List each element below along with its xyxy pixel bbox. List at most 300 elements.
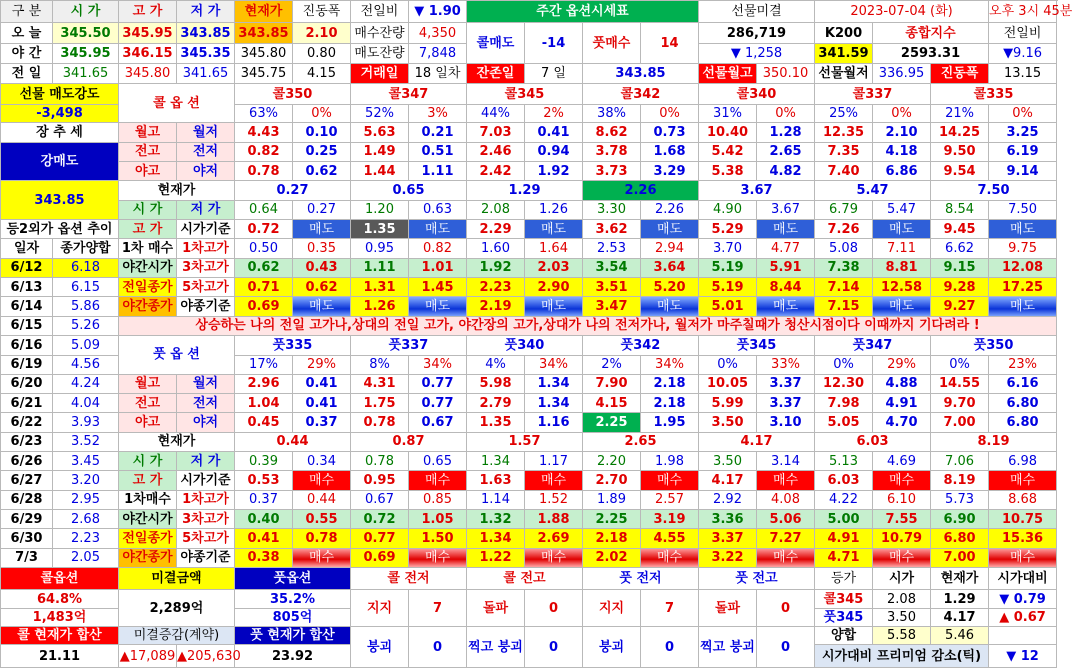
call-nclose-5: 7.15: [815, 297, 873, 316]
trend-date-6: 6/20: [1, 374, 53, 393]
trend-date-0: 6/12: [1, 258, 53, 277]
call-cur-1: 0.65: [351, 181, 467, 200]
b1-3: 1.89: [583, 490, 641, 509]
fut-mhigh: 350.10: [757, 64, 815, 84]
b1-3: 2.53: [583, 239, 641, 258]
put-nlow-3: 1.95: [641, 413, 699, 432]
nhigh-2: 2.42: [467, 161, 525, 180]
nopen-2: 1.92: [467, 258, 525, 277]
phigh-6: 9.70: [931, 393, 989, 412]
nb-label: 야종기준: [177, 297, 235, 316]
p-pclose-label: 전일종가: [119, 529, 177, 548]
mlow-4: 3.37: [757, 374, 815, 393]
call-pct-b-3: 0%: [641, 104, 699, 122]
k200: 341.59: [815, 43, 873, 63]
put-nclose-6: 7.00: [931, 548, 989, 567]
b1-0: 0.37: [235, 490, 293, 509]
open-6: 8.54: [931, 200, 989, 219]
eq-r2-cur: 4.17: [931, 608, 989, 626]
call-summary-label: 콜옵션: [1, 568, 119, 590]
call-nclose-0: 0.69: [235, 297, 293, 316]
block-b-label-3: 찍고 붕괴: [699, 627, 757, 668]
phigh-1: 1.75: [351, 393, 409, 412]
call-pct-b-1: 3%: [409, 104, 467, 122]
today-cur: 343.85: [235, 23, 293, 43]
prevday-composite: ▼9.16: [989, 43, 1057, 63]
phigh-1: 1.49: [351, 142, 409, 161]
strike-풋340: 풋340: [467, 335, 583, 355]
trend-val-15: 2.05: [53, 548, 119, 567]
pclose-4: 5.19: [699, 277, 757, 296]
call-high-6: 9.45: [931, 219, 989, 238]
trend-val-11: 3.20: [53, 471, 119, 490]
trend-val-9: 3.52: [53, 432, 119, 451]
t3b-0: 0.55: [293, 510, 351, 529]
mhigh-2: 7.03: [467, 123, 525, 142]
call-cur-3: 2.26: [583, 181, 699, 200]
call-nsig-5: 매도: [873, 297, 931, 316]
prev-low: 341.65: [177, 64, 235, 84]
oi-chg-b: ▲205,630: [177, 645, 235, 668]
eq-r3-name: 양합: [815, 627, 873, 645]
trend-val-13: 2.68: [53, 510, 119, 529]
trend-date-8: 6/22: [1, 413, 53, 432]
put-sig-3: 매수: [641, 471, 699, 490]
put-nclose-4: 3.22: [699, 548, 757, 567]
pclose-label: 전일종가: [119, 277, 177, 296]
night-range: 0.80: [293, 43, 351, 63]
nhigh-5: 7.40: [815, 161, 873, 180]
call-sig-1: 매도: [409, 219, 467, 238]
mlow-3: 0.73: [641, 123, 699, 142]
nclose-label: 야간종가: [119, 297, 177, 316]
put-sig-1: 매수: [409, 471, 467, 490]
t5-6: 15.36: [989, 529, 1057, 548]
nopen-6: 9.15: [931, 258, 989, 277]
nhigh-label: 야고: [119, 161, 177, 180]
mlow-0: 0.10: [293, 123, 351, 142]
low-0: 0.27: [293, 200, 351, 219]
eq-r1-cur: 1.29: [931, 590, 989, 608]
pclose-2: 1.34: [467, 529, 525, 548]
block-b-val-3: 0: [757, 627, 815, 668]
phigh-2: 2.79: [467, 393, 525, 412]
nlow-0: 0.62: [293, 161, 351, 180]
put-cur-6: 8.19: [931, 432, 1057, 451]
trend-date-2: 6/14: [1, 297, 53, 316]
mlow-label: 월저: [177, 123, 235, 142]
prev-high: 345.80: [119, 64, 177, 84]
put-nsig-3: 매수: [641, 548, 699, 567]
phigh-3: 3.78: [583, 142, 641, 161]
p-nopen-label: 야간시가: [119, 510, 177, 529]
low-5: 4.69: [873, 452, 931, 471]
phigh-0: 0.82: [235, 142, 293, 161]
block-head-2: 풋 전저: [583, 568, 699, 590]
put-pct-a-3: 2%: [583, 356, 641, 374]
t3b-6: 12.08: [989, 258, 1057, 277]
block-b-val-1: 0: [525, 627, 583, 668]
low-6: 7.50: [989, 200, 1057, 219]
t3b-3: 3.19: [641, 510, 699, 529]
open-1: 0.78: [351, 452, 409, 471]
call-high-0: 0.72: [235, 219, 293, 238]
low-6: 6.98: [989, 452, 1057, 471]
night-open: 345.95: [53, 43, 119, 63]
put-nclose-0: 0.38: [235, 548, 293, 567]
call-nsig-0: 매도: [293, 297, 351, 316]
trend-date-14: 6/30: [1, 529, 53, 548]
b1-label: 1차 매수: [119, 239, 177, 258]
oi-chg-a: ▲17,089: [119, 645, 177, 668]
mhigh-6: 14.25: [931, 123, 989, 142]
today-open: 345.50: [53, 23, 119, 43]
call-pct-a-4: 31%: [699, 104, 757, 122]
buy-remain: 4,350: [409, 23, 467, 43]
mhigh-4: 10.40: [699, 123, 757, 142]
open-3: 2.20: [583, 452, 641, 471]
put-nlow-6: 6.80: [989, 413, 1057, 432]
call-nclose-2: 2.19: [467, 297, 525, 316]
put-pct-b-1: 34%: [409, 356, 467, 374]
put-pct-a-1: 8%: [351, 356, 409, 374]
eq-r3-cur: 5.46: [931, 627, 989, 645]
put-high-3: 2.70: [583, 471, 641, 490]
t3b-2: 1.88: [525, 510, 583, 529]
trend-val-4: 5.09: [53, 335, 119, 355]
put-nlow-2: 1.16: [525, 413, 583, 432]
block-a-label-3: 돌파: [699, 590, 757, 627]
nopen-0: 0.62: [235, 258, 293, 277]
strategy-note: 상승하는 나의 전일 고가나,상대의 전일 고가, 야간장의 고가,상대가 나의 전저가나, 월저가 마주칠때가 청산시점이다 이때까지 기다려라 !: [119, 316, 1057, 335]
b1-4: 2.92: [699, 490, 757, 509]
put-nhigh-1: 0.78: [351, 413, 409, 432]
nopen-0: 0.40: [235, 510, 293, 529]
block-a-label-0: 지지: [351, 590, 409, 627]
open-5: 5.13: [815, 452, 873, 471]
low-4: 3.67: [757, 200, 815, 219]
put-sig-6: 매수: [989, 471, 1057, 490]
t3-3: 2.57: [641, 490, 699, 509]
put-nclose-1: 0.69: [351, 548, 409, 567]
phigh-0: 1.04: [235, 393, 293, 412]
b1-0: 0.50: [235, 239, 293, 258]
nopen-3: 3.54: [583, 258, 641, 277]
t3b-4: 5.06: [757, 510, 815, 529]
put-nclose-5: 4.71: [815, 548, 873, 567]
put-nhigh-5: 5.05: [815, 413, 873, 432]
k200-label: K200: [815, 23, 873, 43]
low-3: 1.98: [641, 452, 699, 471]
t5-5: 12.58: [873, 277, 931, 296]
trend-date-4: 6/16: [1, 335, 53, 355]
plow-5: 4.18: [873, 142, 931, 161]
low-0: 0.34: [293, 452, 351, 471]
call-title: 콜 옵 션: [119, 84, 235, 123]
fut-mlow: 336.95: [873, 64, 931, 84]
t3-1: 0.82: [409, 239, 467, 258]
p-mhigh-label: 월고: [119, 374, 177, 393]
t3-4: 4.08: [757, 490, 815, 509]
phigh-5: 7.98: [815, 393, 873, 412]
mhigh-5: 12.35: [815, 123, 873, 142]
pclose-6: 6.80: [931, 529, 989, 548]
strike-풋342: 풋342: [583, 335, 699, 355]
nlow-3: 3.29: [641, 161, 699, 180]
t3-5: 6.10: [873, 490, 931, 509]
put-pct-a-6: 0%: [931, 356, 989, 374]
eq-r2-name: 풋345: [815, 608, 873, 626]
call-sell: -14: [525, 23, 583, 64]
p-nclose-label: 야간종가: [119, 548, 177, 567]
block-a-val-0: 7: [409, 590, 467, 627]
nlow-4: 4.82: [757, 161, 815, 180]
call-sum-label: 콜 현재가 합산: [1, 627, 119, 645]
strike-풋350: 풋350: [931, 335, 1057, 355]
mhigh-4: 10.05: [699, 374, 757, 393]
plow-1: 0.77: [409, 393, 467, 412]
call-pct-b-2: 2%: [525, 104, 583, 122]
put-high-5: 6.03: [815, 471, 873, 490]
put-nhigh-2: 1.35: [467, 413, 525, 432]
put-pct-b-6: 23%: [989, 356, 1057, 374]
put-nlow-0: 0.37: [293, 413, 351, 432]
p-base-label: 시가기준: [177, 471, 235, 490]
eq-r1-name: 콜345: [815, 590, 873, 608]
open-0: 0.39: [235, 452, 293, 471]
close-label: 종가양합: [53, 239, 119, 258]
p-mlow-label: 월저: [177, 374, 235, 393]
range-label: 진동폭: [931, 64, 989, 84]
trend-date-10: 6/26: [1, 452, 53, 471]
trend-val-1: 6.15: [53, 277, 119, 296]
block-b-val-2: 0: [641, 627, 699, 668]
trend-val-7: 4.04: [53, 393, 119, 412]
mlow-1: 0.77: [409, 374, 467, 393]
cur-label: 현재가: [119, 181, 235, 200]
trend-val-10: 3.45: [53, 452, 119, 471]
high-label: 고 가: [119, 219, 177, 238]
price-big: 343.85: [583, 64, 699, 84]
eq-footer: 시가대비 프리미엄 감소(틱): [815, 645, 989, 668]
put-nlow-1: 0.67: [409, 413, 467, 432]
trend-val-14: 2.23: [53, 529, 119, 548]
put-title: 풋 옵 션: [119, 335, 235, 374]
mhigh-0: 2.96: [235, 374, 293, 393]
b1-5: 5.08: [815, 239, 873, 258]
sell-remain: 7,848: [409, 43, 467, 63]
page-title: 주간 옵션시세표: [467, 1, 699, 23]
call-high-5: 7.26: [815, 219, 873, 238]
eq-r3-open: 5.58: [873, 627, 931, 645]
call-pct-b-4: 0%: [757, 104, 815, 122]
b1-1: 0.95: [351, 239, 409, 258]
pclose-6: 9.28: [931, 277, 989, 296]
block-b-val-0: 0: [409, 627, 467, 668]
mlow-5: 2.10: [873, 123, 931, 142]
night-low: 345.35: [177, 43, 235, 63]
low-1: 0.65: [409, 452, 467, 471]
trend-date-11: 6/27: [1, 471, 53, 490]
t3b-5: 7.55: [873, 510, 931, 529]
call-pct-b-5: 0%: [873, 104, 931, 122]
mhigh-3: 8.62: [583, 123, 641, 142]
call-pct-a-3: 38%: [583, 104, 641, 122]
call-sig-2: 매도: [525, 219, 583, 238]
put-nsig-6: 매수: [989, 548, 1057, 567]
phigh-4: 5.99: [699, 393, 757, 412]
p-plow-label: 전저: [177, 393, 235, 412]
p-t3b-label: 3차고가: [177, 510, 235, 529]
low-label: 저 가: [177, 200, 235, 219]
call-sell-label: 콜매도: [467, 23, 525, 64]
put-nclose-3: 2.02: [583, 548, 641, 567]
call-cur-6: 7.50: [931, 181, 1057, 200]
put-nclose-2: 1.22: [467, 548, 525, 567]
strength: -3,498: [1, 104, 119, 122]
t5-1: 1.45: [409, 277, 467, 296]
b1-1: 0.67: [351, 490, 409, 509]
mhigh-0: 4.43: [235, 123, 293, 142]
call-nclose-4: 5.01: [699, 297, 757, 316]
mlow-2: 0.41: [525, 123, 583, 142]
t3b-3: 3.64: [641, 258, 699, 277]
put-nsig-5: 매수: [873, 548, 931, 567]
put-summary-label: 풋옵션: [235, 568, 351, 590]
t3b-4: 5.91: [757, 258, 815, 277]
t3-0: 0.35: [293, 239, 351, 258]
nhigh-0: 0.78: [235, 161, 293, 180]
fut-mhigh-label: 선물월고: [699, 64, 757, 84]
night-high: 346.15: [119, 43, 177, 63]
t5-label: 5차고가: [177, 277, 235, 296]
hdr-low: 저 가: [177, 1, 235, 23]
put-pct-b-0: 29%: [293, 356, 351, 374]
call-pct-a-1: 52%: [351, 104, 409, 122]
prev-open: 341.65: [53, 64, 119, 84]
composite: 2593.31: [873, 43, 989, 63]
p-cur-label: 현재가: [119, 432, 235, 451]
put-cur-1: 0.87: [351, 432, 467, 451]
mlow-3: 2.18: [641, 374, 699, 393]
nopen-1: 1.11: [351, 258, 409, 277]
eq-blank: [989, 627, 1057, 645]
futures-oi-label: 선물미결: [699, 1, 815, 23]
eq-footer-val: ▼ 12: [989, 645, 1057, 668]
t3-0: 0.44: [293, 490, 351, 509]
mhigh-1: 5.63: [351, 123, 409, 142]
row-prev-label: 전 일: [1, 64, 53, 84]
call-high-3: 3.62: [583, 219, 641, 238]
t5-1: 1.50: [409, 529, 467, 548]
p-t5-label: 5차고가: [177, 529, 235, 548]
put-nsig-1: 매수: [409, 548, 467, 567]
trend-val-3: 5.26: [53, 316, 119, 335]
range-val: 13.15: [989, 64, 1057, 84]
open-0: 0.64: [235, 200, 293, 219]
trend-date-15: 7/3: [1, 548, 53, 567]
today-high: 345.95: [119, 23, 177, 43]
p-phigh-label: 전고: [119, 393, 177, 412]
put-pct-b-5: 29%: [873, 356, 931, 374]
call-cur-0: 0.27: [235, 181, 351, 200]
call-pct-a-0: 63%: [235, 104, 293, 122]
phigh-label: 전고: [119, 142, 177, 161]
put-pct-a-4: 0%: [699, 356, 757, 374]
put-high-1: 0.95: [351, 471, 409, 490]
put-cur-0: 0.44: [235, 432, 351, 451]
eq-r1-open: 2.08: [873, 590, 931, 608]
call-nsig-6: 매도: [989, 297, 1057, 316]
t3b-6: 10.75: [989, 510, 1057, 529]
pclose-5: 7.14: [815, 277, 873, 296]
call-sig-6: 매도: [989, 219, 1057, 238]
strike-풋335: 풋335: [235, 335, 351, 355]
eq-r1-diff: ▼ 0.79: [989, 590, 1057, 608]
trend-val-8: 3.93: [53, 413, 119, 432]
open-4: 4.90: [699, 200, 757, 219]
block-head-1: 콜 전고: [467, 568, 583, 590]
put-nsig-4: 매수: [757, 548, 815, 567]
t3-5: 7.11: [873, 239, 931, 258]
b1-6: 6.62: [931, 239, 989, 258]
pclose-1: 1.31: [351, 277, 409, 296]
plow-6: 6.19: [989, 142, 1057, 161]
nopen-1: 0.72: [351, 510, 409, 529]
open-interest: 286,719: [699, 23, 815, 43]
put-high-4: 4.17: [699, 471, 757, 490]
trend-val-6: 4.24: [53, 374, 119, 393]
oi-amount-label: 미결금액: [119, 568, 235, 590]
plow-4: 3.37: [757, 393, 815, 412]
block-a-val-3: 0: [757, 590, 815, 627]
p-low-label: 저 가: [177, 452, 235, 471]
open-2: 1.34: [467, 452, 525, 471]
hdr-cur: 현재가: [235, 1, 293, 23]
trend-date-9: 6/23: [1, 432, 53, 451]
call-pct-a-5: 25%: [815, 104, 873, 122]
block-a-val-1: 0: [525, 590, 583, 627]
hdr-prevday: 전일비: [351, 1, 409, 23]
call-high-2: 2.29: [467, 219, 525, 238]
eq-h3: 현재가: [931, 568, 989, 590]
low-2: 1.17: [525, 452, 583, 471]
mhigh-3: 7.90: [583, 374, 641, 393]
t3-3: 2.94: [641, 239, 699, 258]
mhigh-2: 5.98: [467, 374, 525, 393]
call-pct-a-2: 44%: [467, 104, 525, 122]
prevday-label: 전일비: [989, 23, 1057, 43]
phigh-4: 5.42: [699, 142, 757, 161]
nopen-3: 2.25: [583, 510, 641, 529]
plow-5: 4.91: [873, 393, 931, 412]
p-nhigh-label: 야고: [119, 413, 177, 432]
call-sig-5: 매도: [873, 219, 931, 238]
pclose-0: 0.41: [235, 529, 293, 548]
t5-0: 0.78: [293, 529, 351, 548]
put-sig-0: 매수: [293, 471, 351, 490]
low-5: 5.47: [873, 200, 931, 219]
call-pct-b-0: 0%: [293, 104, 351, 122]
t3b-2: 2.03: [525, 258, 583, 277]
eq-h4: 시가대비: [989, 568, 1057, 590]
plow-2: 0.94: [525, 142, 583, 161]
call-high-1: 1.35: [351, 219, 409, 238]
day-label: 일자: [1, 239, 53, 258]
nhigh-3: 3.73: [583, 161, 641, 180]
t3b-1: 1.05: [409, 510, 467, 529]
mlow-0: 0.41: [293, 374, 351, 393]
